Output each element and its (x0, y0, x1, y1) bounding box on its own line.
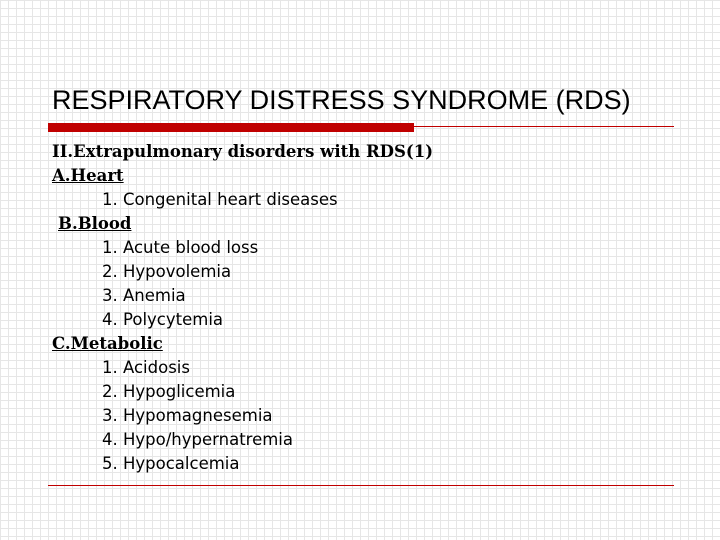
list-item: 2. Hypovolemia (102, 262, 232, 281)
list-item: 3. Hypomagnesemia (102, 406, 273, 425)
list-item: 1. Acidosis (102, 358, 190, 377)
footer-rule (48, 485, 674, 486)
group-heading-heart: A.Heart (52, 166, 124, 185)
slide-title: RESPIRATORY DISTRESS SYNDROME (RDS) (52, 85, 631, 115)
list-item: 4. Hypo/hypernatremia (102, 430, 294, 449)
group-heading-blood: B.Blood (58, 214, 132, 233)
list-item: 5. Hypocalcemia (102, 454, 240, 473)
list-item: 2. Hypoglicemia (102, 382, 236, 401)
list-item: 4. Polycytemia (102, 310, 224, 329)
list-item: 1. Congenital heart diseases (102, 190, 338, 209)
title-underline-thin (414, 126, 674, 127)
list-item: 1. Acute blood loss (102, 238, 259, 257)
section-heading: II.Extrapulmonary disorders with RDS(1) (52, 142, 433, 161)
group-heading-metabolic: C.Metabolic (52, 334, 163, 353)
slide-body (52, 140, 672, 476)
title-underline-thick (48, 123, 414, 132)
list-item: 3. Anemia (102, 286, 186, 305)
